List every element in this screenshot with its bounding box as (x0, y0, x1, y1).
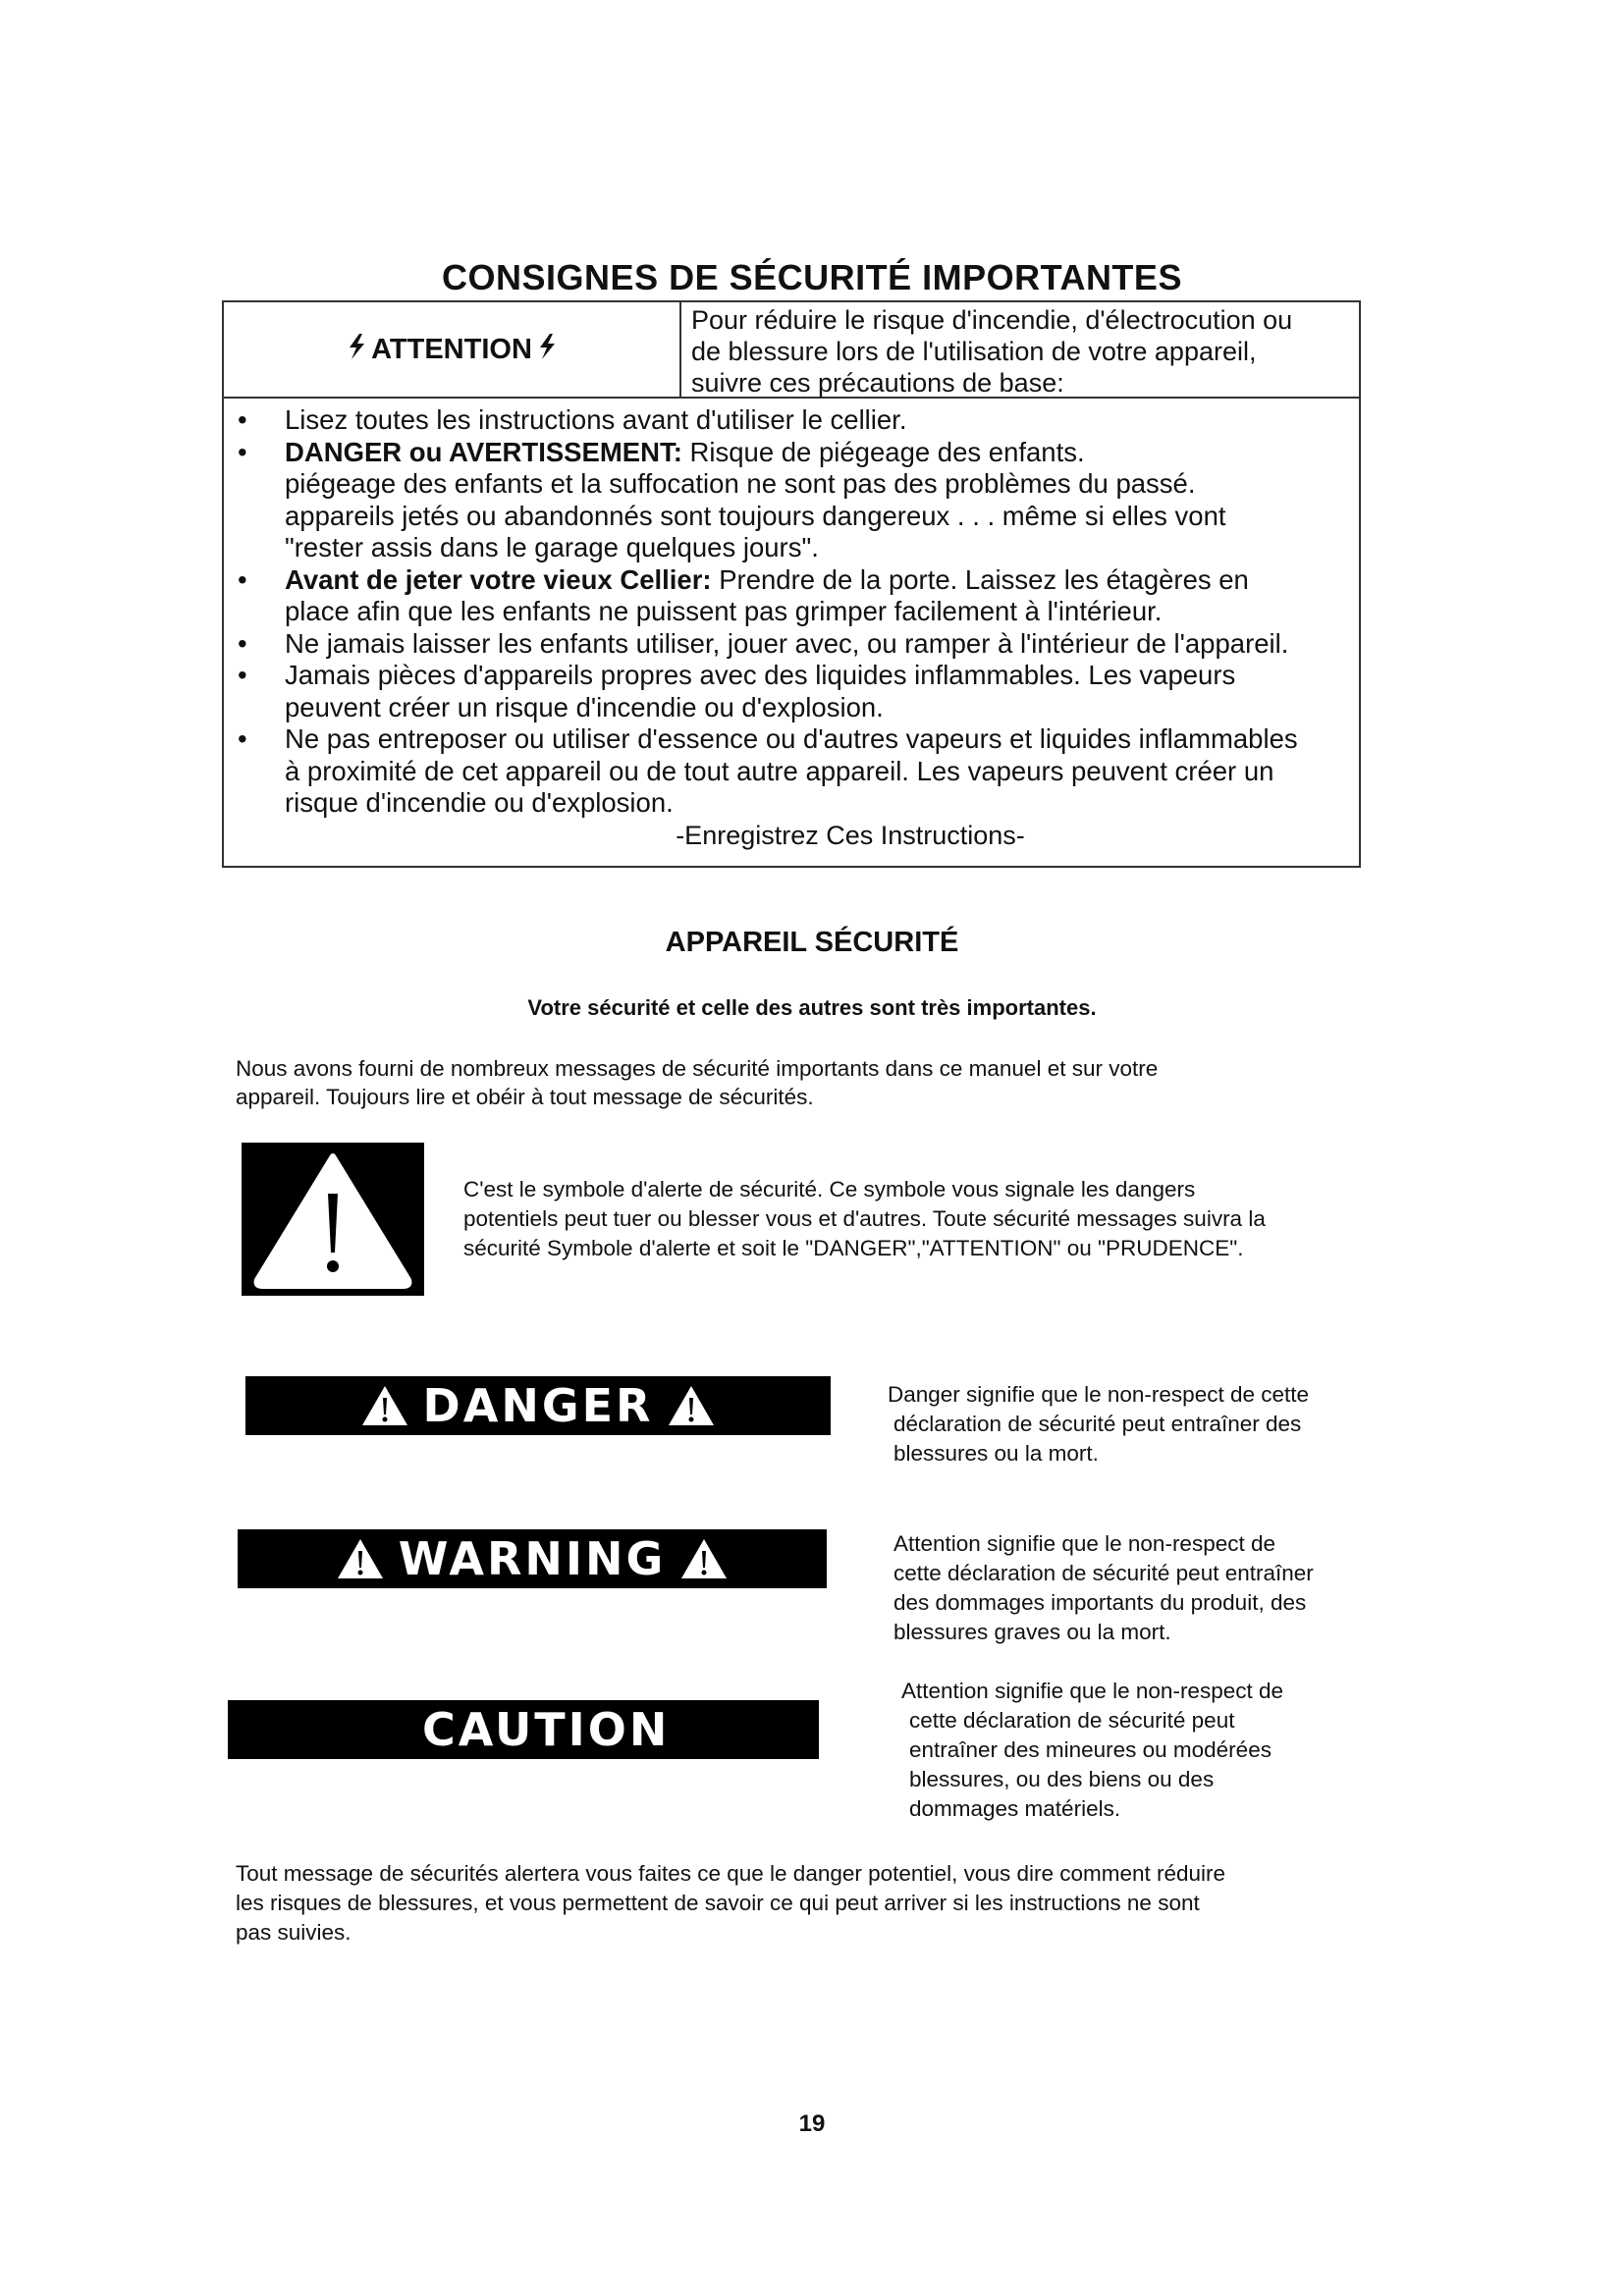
bullet-line: "rester assis dans le garage quelques jours". (285, 532, 819, 562)
bullet-line: Jamais pièces d'appareils propres avec des liquides inflammables. Les vapeurs (285, 660, 1236, 690)
desc-line: blessures, ou des biens ou des (909, 1767, 1215, 1791)
bullet-dot: • (238, 723, 247, 754)
intro-paragraph (236, 1054, 1158, 1111)
danger-badge (245, 1376, 831, 1435)
bullet-item (224, 404, 1359, 437)
lightning-icon (346, 334, 367, 366)
warning-description (893, 1529, 1314, 1647)
bullet-item (224, 723, 1359, 820)
danger-description (888, 1380, 1309, 1468)
danger-word: DANGER (422, 1379, 654, 1432)
lightning-icon (536, 334, 558, 366)
bullet-line (285, 564, 1359, 597)
bullet-text: Risque de piégeage des enfants. (681, 436, 1085, 467)
paragraph-line: Nous avons fourni de nombreux messages de sécurité importants dans ce manuel et sur votre (236, 1056, 1159, 1081)
desc-line: des dommages importants du produit, des (893, 1590, 1307, 1615)
caution-description (901, 1677, 1283, 1824)
bullet-line: Lisez toutes les instructions avant d'utiliser le cellier. (285, 404, 907, 435)
bullet-line: à proximité de cet appareil ou de tout autre appareil. Les vapeurs peuvent créer un (285, 755, 1274, 786)
page-number: 19 (798, 2110, 826, 2137)
bullet-dot: • (238, 627, 247, 659)
bullet-line: peuvent créer un risque d'incendie ou d'explosion. (285, 691, 884, 722)
bullet-dot: • (238, 436, 247, 467)
bullet-line: appareils jetés ou abandonnés sont toujours dangereux . . . même si elles vont (285, 500, 1226, 531)
paragraph-line: les risques de blessures, et vous permettent de savoir ce qui peut arriver si les instructions ne sont (236, 1891, 1200, 1915)
section-subheading: Votre sécurité et celle des autres sont très importantes. (527, 995, 1097, 1020)
page-title: CONSIGNES DE SÉCURITÉ IMPORTANTES (442, 257, 1182, 297)
desc-line: cette déclaration de sécurité peut entraîner (893, 1561, 1314, 1585)
caution-badge (228, 1700, 819, 1759)
bullet-item (224, 564, 1359, 628)
bullet-dot: • (238, 563, 247, 595)
bullet-item (224, 437, 1359, 564)
bullet-dot: • (238, 404, 247, 435)
warning-triangle-icon (679, 1537, 729, 1580)
bullet-line: Ne jamais laisser les enfants utiliser, jouer avec, ou ramper à l'intérieur de l'appareil. (285, 627, 1289, 659)
bullet-line: place afin que les enfants ne puissent pas grimper facilement à l'intérieur. (285, 596, 1163, 626)
section-heading: APPAREIL SÉCURITÉ (665, 927, 959, 958)
bullet-item (224, 628, 1359, 661)
bullet-line: piégeage des enfants et la suffocation ne sont pas des problèmes du passé. (285, 468, 1196, 499)
warning-triangle-icon (242, 1143, 424, 1296)
desc-line: Attention signifie que le non-respect de (893, 1531, 1276, 1556)
bullet-text: Prendre de la porte. Laissez les étagères en (711, 563, 1249, 595)
attention-intro (681, 302, 1359, 399)
bullet-item (224, 660, 1359, 723)
paragraph-line: sécurité Symbole d'alerte et soit le "DANGER","ATTENTION" ou "PRUDENCE". (463, 1236, 1244, 1260)
caution-word: CAUTION (422, 1703, 671, 1756)
attention-header (224, 302, 681, 399)
save-instructions: -Enregistrez Ces Instructions- (676, 820, 1025, 850)
paragraph-line: Tout message de sécurités alertera vous faites ce que le danger potentiel, vous dire comment réduire (236, 1861, 1226, 1886)
paragraph-line: pas suivies. (236, 1920, 352, 1945)
desc-line: blessures ou la mort. (893, 1441, 1099, 1466)
bullet-line: risque d'incendie ou d'explosion. (285, 787, 674, 818)
intro-line: Pour réduire le risque d'incendie, d'électrocution ou (691, 305, 1293, 335)
paragraph-line: appareil. Toujours lire et obéir à tout message de sécurités. (236, 1085, 814, 1109)
intro-line: suivre ces précautions de base: (691, 368, 1064, 398)
warning-word: WARNING (398, 1532, 667, 1585)
desc-line: Danger signifie que le non-respect de cette (888, 1382, 1310, 1407)
paragraph-line: C'est le symbole d'alerte de sécurité. Ce symbole vous signale les dangers (463, 1177, 1196, 1201)
bullet-line: Ne pas entreposer ou utiliser d'essence ou d'autres vapeurs et liquides inflammables (285, 723, 1298, 754)
warning-triangle-icon (360, 1384, 409, 1427)
bullet-dot: • (238, 660, 247, 690)
bullet-bold: Avant de jeter votre vieux Cellier: (285, 563, 712, 595)
desc-line: déclaration de sécurité peut entraîner des (893, 1412, 1302, 1436)
warning-badge (238, 1529, 827, 1588)
bullet-line (285, 437, 1359, 469)
desc-line: blessures graves ou la mort. (893, 1620, 1171, 1644)
intro-line: de blessure lors de l'utilisation de votre appareil, (691, 337, 1257, 366)
desc-line: dommages matériels. (909, 1796, 1121, 1821)
symbol-description (463, 1175, 1266, 1263)
safety-bullet-list (224, 404, 1359, 851)
bullet-bold: DANGER ou AVERTISSEMENT: (285, 436, 682, 467)
warning-triangle-icon (667, 1384, 716, 1427)
desc-line: cette déclaration de sécurité peut (909, 1708, 1235, 1733)
desc-line: Attention signifie que le non-respect de (901, 1679, 1284, 1703)
paragraph-line: potentiels peut tuer ou blesser vous et d'autres. Toute sécurité messages suivra la (463, 1206, 1266, 1231)
desc-line: entraîner des mineures ou modérées (909, 1737, 1272, 1762)
safety-box (222, 300, 1361, 868)
warning-triangle-icon (336, 1537, 385, 1580)
closing-paragraph (236, 1859, 1225, 1948)
attention-label: ATTENTION (371, 333, 532, 365)
